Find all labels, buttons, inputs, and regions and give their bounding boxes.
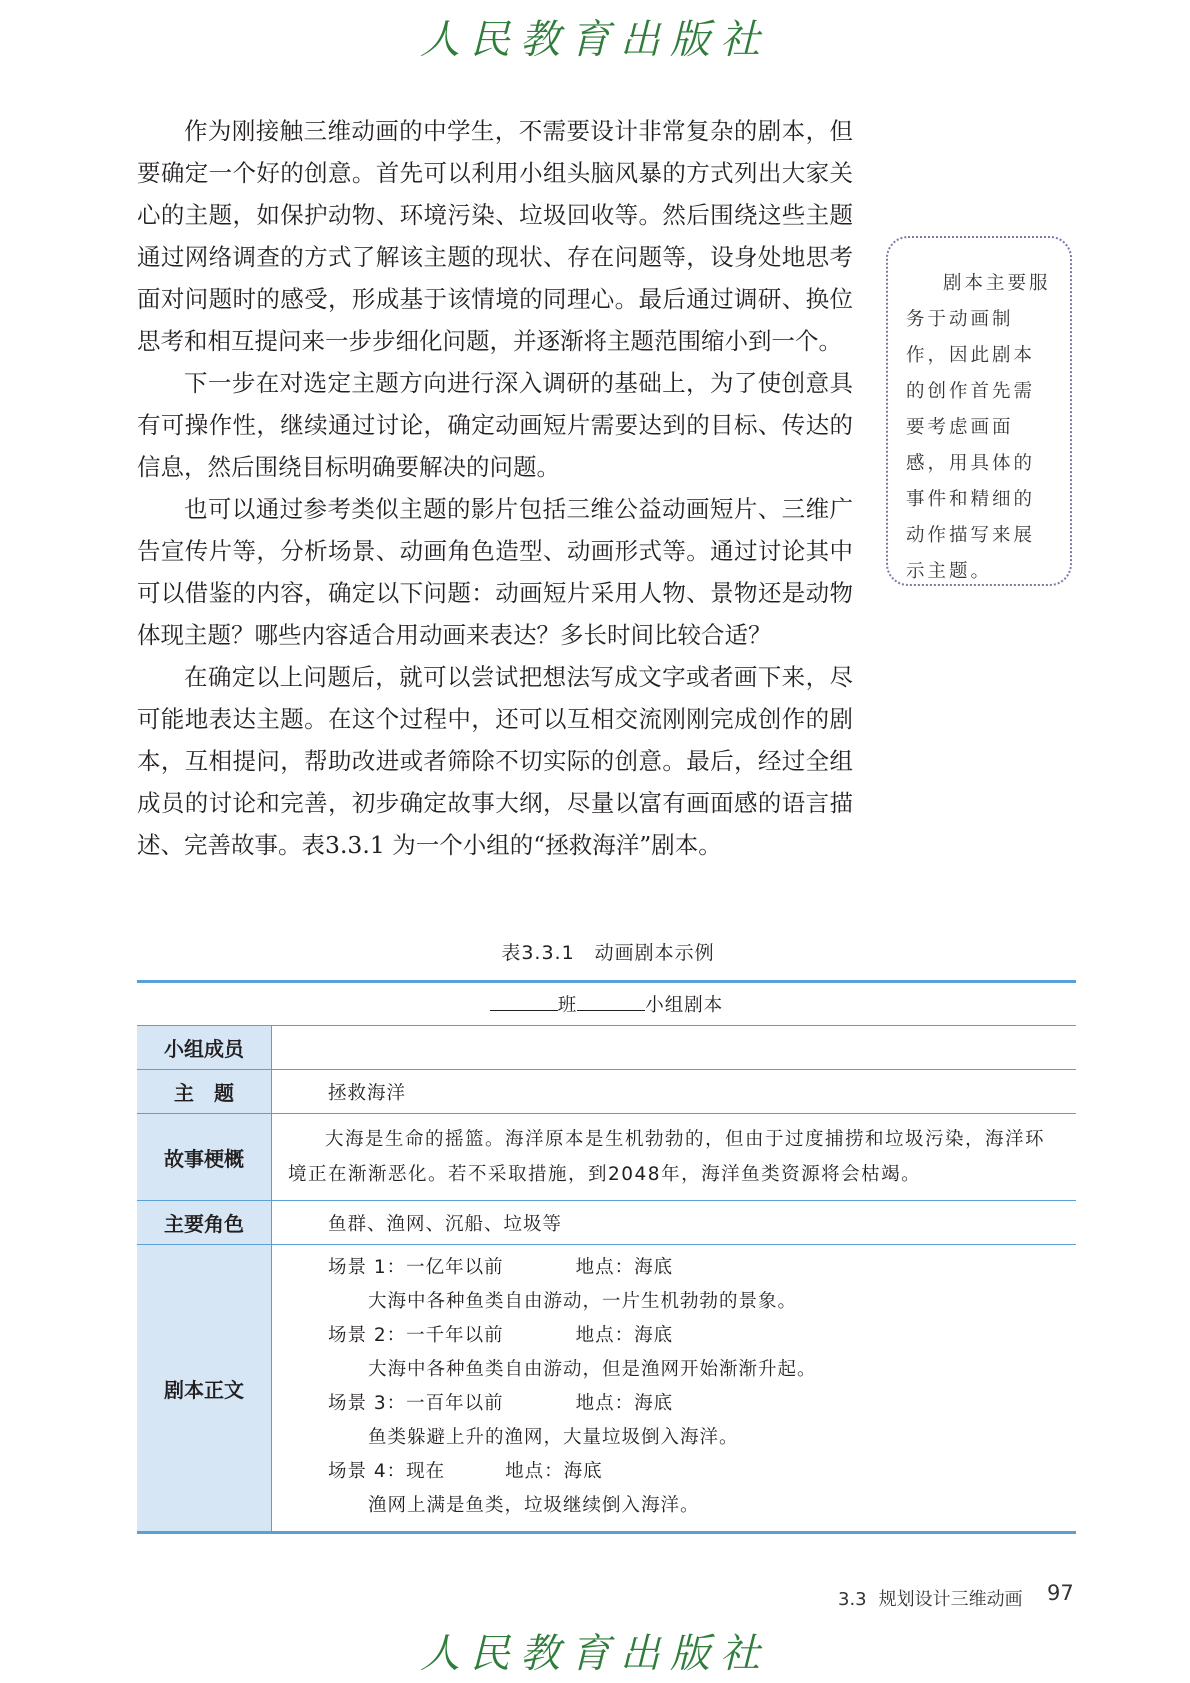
members-value (272, 1026, 1077, 1070)
heading-group-label: 小组剧本 (645, 995, 724, 1016)
scene-heading (328, 1387, 1076, 1421)
synopsis-value: 大海是生命的摇篮。海洋原本是生机勃勃的，但由于过度捕捞和垃圾污染，海洋环境正在渐渐恶化。若不采取措施，到2048年，海洋鱼类资源将会枯竭。 (288, 1129, 1046, 1185)
body-paragraph-2: 下一步在对选定主题方向进行深入调研的基础上，为了使创意具有可操作性，继续通过讨论，确定动画短片需要达到的目标、传达的信息，然后围绕目标明确要解决的问题。 (137, 369, 853, 481)
characters-value: 鱼群、渔网、沉船、垃圾等 (272, 1201, 1077, 1245)
script-body (272, 1245, 1077, 1533)
publisher-logo-bottom: 人民教育出版社 (420, 1631, 770, 1677)
members-label: 小组成员 (137, 1026, 272, 1070)
synopsis-label: 故事梗概 (137, 1114, 272, 1201)
characters-label: 主要角色 (137, 1201, 272, 1245)
scene-heading (328, 1319, 1076, 1353)
scene-place: 地点：海底 (575, 1325, 674, 1346)
group-blank (577, 994, 645, 1011)
scene-heading (328, 1455, 1076, 1489)
footer-section-title (838, 1585, 1035, 1611)
table-row-synopsis (137, 1114, 1076, 1201)
side-note-text: 剧本主要服务于动画制作，因此剧本的创作首先需要考虑画面感，用具体的事件和精细的动作描写来展示主题。 (906, 273, 1051, 582)
table-heading (137, 982, 1076, 1026)
table-row-characters (137, 1201, 1076, 1245)
body-paragraph-1: 作为刚接触三维动画的中学生，不需要设计非常复杂的剧本，但要确定一个好的创意。首先可以利用小组头脑风暴的方式列出大家关心的主题，如保护动物、环境污染、垃圾回收等。然后围绕这些主题通过网络调查的方式了解该主题的现状、存在问题等，设身处地思考面对问题时的感受，形成基于该情境的同理心。最后通过调研、换位思考和相互提问来一步步细化问题，并逐渐将主题范围缩小到一个。 (137, 117, 853, 355)
table-heading-row (137, 982, 1076, 1026)
scene-heading (328, 1251, 1076, 1285)
scene-title: 场景 4：现在 (328, 1461, 446, 1482)
section-number: 3.3 (838, 1589, 867, 1610)
script-table (137, 980, 1076, 1534)
publisher-logo-top: 人民教育出版社 (420, 17, 770, 63)
theme-value: 拯救海洋 (272, 1070, 1077, 1114)
scene-description: 大海中各种鱼类自由游动，但是渔网开始渐渐升起。 (368, 1359, 817, 1380)
script-label: 剧本正文 (137, 1245, 272, 1533)
scene-place: 地点：海底 (575, 1393, 674, 1414)
side-note-box (886, 236, 1072, 586)
table-row-script (137, 1245, 1076, 1533)
table-caption: 表3.3.1 动画剧本示例 (501, 942, 715, 964)
heading-class-label: 班 (557, 995, 578, 1016)
scene-description: 鱼类躲避上升的渔网，大量垃圾倒入海洋。 (368, 1427, 739, 1448)
table-row-members (137, 1026, 1076, 1070)
synopsis-cell (272, 1114, 1077, 1201)
scene-place: 地点：海底 (505, 1461, 603, 1482)
body-paragraph-3: 也可以通过参考类似主题的影片包括三维公益动画短片、三维广告宣传片等，分析场景、动画角色造型、动画形式等。通过讨论其中可以借鉴的内容，确定以下问题：动画短片采用人物、景物还是动物体现主题？哪些内容适合用动画来表达？多长时间比较合适？ (137, 495, 853, 649)
body-paragraph-4: 在确定以上问题后，就可以尝试把想法写成文字或者画下来，尽可能地表达主题。在这个过程中，还可以互相交流刚刚完成创作的剧本，互相提问，帮助改进或者筛除不切实际的创意。最后，经过全组成员的讨论和完善，初步确定故事大纲，尽量以富有画面感的语言描述、完善故事。表3.3.1 为一个小组的“拯救海洋”剧本。 (137, 663, 853, 859)
theme-label: 主 题 (137, 1070, 272, 1114)
scene-place: 地点：海底 (575, 1257, 674, 1278)
main-body-text (137, 110, 853, 866)
scene-description: 大海中各种鱼类自由游动，一片生机勃勃的景象。 (368, 1291, 798, 1312)
class-blank (490, 994, 558, 1011)
scene-description: 渔网上满是鱼类，垃圾继续倒入海洋。 (368, 1495, 700, 1516)
scene-title: 场景 2：一千年以前 (328, 1325, 504, 1346)
page-number: 97 (1047, 1581, 1074, 1605)
table-row-theme (137, 1070, 1076, 1114)
scene-title: 场景 3：一百年以前 (328, 1393, 504, 1414)
section-title: 规划设计三维动画 (878, 1589, 1023, 1610)
scene-title: 场景 1：一亿年以前 (328, 1257, 504, 1278)
